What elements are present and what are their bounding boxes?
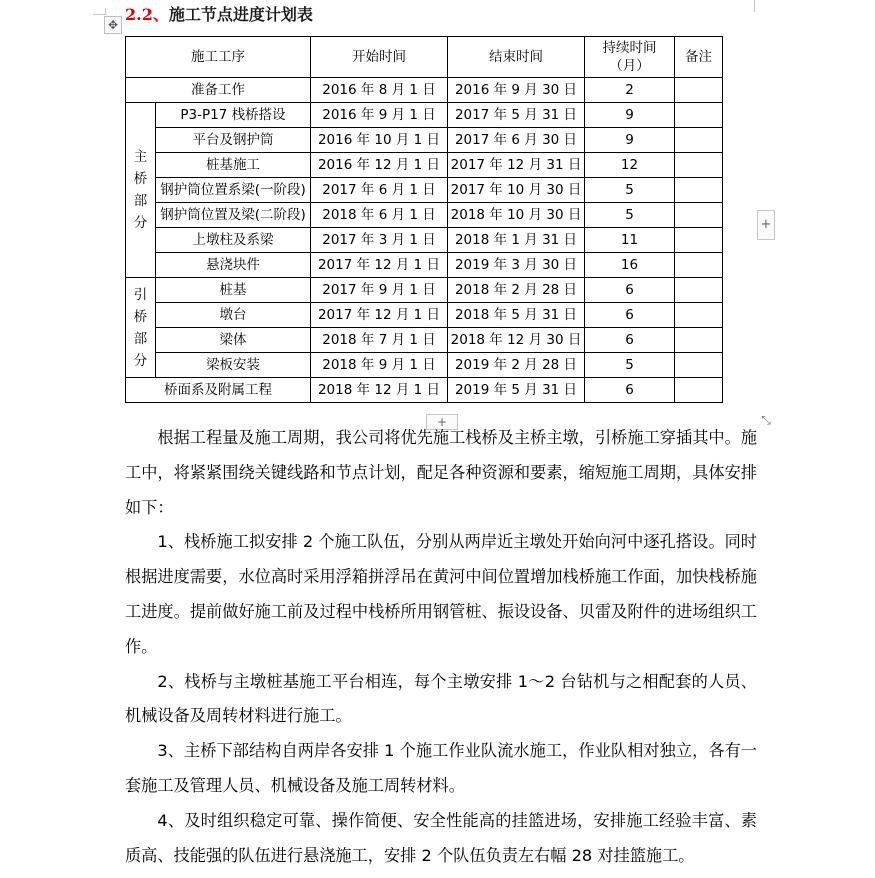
header-note: 备注 xyxy=(675,37,723,78)
cell-start: 2018 年 7 月 1 日 xyxy=(311,328,448,353)
cell-process: 上墩柱及系梁 xyxy=(156,228,311,253)
cell-start: 2017 年 12 月 1 日 xyxy=(311,253,448,278)
cell-duration: 6 xyxy=(585,303,675,328)
cell-duration: 6 xyxy=(585,328,675,353)
cell-end: 2018 年 1 月 31 日 xyxy=(448,228,585,253)
margin-corner-mark-right xyxy=(754,0,777,12)
cell-duration: 6 xyxy=(585,378,675,403)
cell-process: 钢护筒位置系梁(一阶段) xyxy=(156,178,311,203)
cell-duration: 5 xyxy=(585,353,675,378)
cell-duration: 9 xyxy=(585,128,675,153)
cell-end: 2018 年 2 月 28 日 xyxy=(448,278,585,303)
cell-start: 2017 年 12 月 1 日 xyxy=(311,303,448,328)
body-text xyxy=(125,421,757,873)
cell-process: 墩台 xyxy=(156,303,311,328)
paragraph-intro: 根据工程量及施工周期，我公司将优先施工栈桥及主桥主墩，引桥施工穿插其中。施工中，将紧紧围绕关键线路和节点计划，配足各种资源和要素，缩短施工周期，具体安排如下： xyxy=(125,428,757,517)
add-row-button[interactable]: + xyxy=(426,414,458,430)
cell-start: 2016 年 8 月 1 日 xyxy=(311,78,448,103)
table-row xyxy=(126,153,723,178)
cell-note xyxy=(675,103,723,128)
cell-note xyxy=(675,78,723,103)
cell-start: 2018 年 6 月 1 日 xyxy=(311,203,448,228)
table-row xyxy=(126,378,723,403)
cell-duration: 12 xyxy=(585,153,675,178)
header-duration xyxy=(585,37,675,78)
cell-process: 准备工作 xyxy=(126,78,311,103)
cell-note xyxy=(675,378,723,403)
cell-process: 桩基施工 xyxy=(156,153,311,178)
cell-process: 梁体 xyxy=(156,328,311,353)
header-process: 施工工序 xyxy=(126,37,311,78)
section-heading xyxy=(125,2,313,25)
group-approach-bridge xyxy=(126,278,156,378)
table-row xyxy=(126,178,723,203)
cell-note xyxy=(675,253,723,278)
cell-note xyxy=(675,353,723,378)
cell-duration: 2 xyxy=(585,78,675,103)
table-row xyxy=(126,203,723,228)
header-start: 开始时间 xyxy=(311,37,448,78)
cell-end: 2017 年 6 月 30 日 xyxy=(448,128,585,153)
cell-note xyxy=(675,178,723,203)
table-row xyxy=(126,103,723,128)
cell-end: 2017 年 10 月 30 日 xyxy=(448,178,585,203)
margin-corner-mark-left xyxy=(93,8,106,15)
table-row xyxy=(126,228,723,253)
cell-duration: 5 xyxy=(585,178,675,203)
paragraph-1: 1、栈桥施工拟安排 2 个施工队伍，分别从两岸近主墩处开始向河中逐孔搭设。同时根据进度需要，水位高时采用浮箱拼浮吊在黄河中间位置增加栈桥施工作面，加快栈桥施工进度。提前做好施工前及过程中栈桥所用钢管桩、振设设备、贝雷及附件的进场组织工作。 xyxy=(125,532,757,656)
table-resize-icon[interactable]: ⤡ xyxy=(761,413,771,427)
cell-end: 2018 年 10 月 30 日 xyxy=(448,203,585,228)
group-approach-label: 引桥部分 xyxy=(133,286,148,369)
paragraph-2: 2、栈桥与主墩桩基施工平台相连，每个主墩安排 1～2 台钻机与之相配套的人员、机械设备及周转材料进行施工。 xyxy=(125,671,757,726)
cell-note xyxy=(675,303,723,328)
section-number: 2.2、 xyxy=(125,5,169,24)
cell-start: 2016 年 9 月 1 日 xyxy=(311,103,448,128)
cell-end: 2017 年 12 月 31 日 xyxy=(448,153,585,178)
cell-start: 2018 年 9 月 1 日 xyxy=(311,353,448,378)
cell-process: 桩基 xyxy=(156,278,311,303)
add-column-button[interactable]: + xyxy=(757,210,775,240)
table-row xyxy=(126,253,723,278)
group-main-label: 主桥部分 xyxy=(133,149,148,231)
cell-end: 2016 年 9 月 30 日 xyxy=(448,78,585,103)
cell-end: 2019 年 5 月 31 日 xyxy=(448,378,585,403)
cell-start: 2017 年 6 月 1 日 xyxy=(311,178,448,203)
table-row xyxy=(126,128,723,153)
cell-start: 2018 年 12 月 1 日 xyxy=(311,378,448,403)
cell-start: 2017 年 9 月 1 日 xyxy=(311,278,448,303)
cell-note xyxy=(675,153,723,178)
cell-duration: 6 xyxy=(585,278,675,303)
table-row xyxy=(126,78,723,103)
cell-process: 平台及钢护筒 xyxy=(156,128,311,153)
table-row xyxy=(126,303,723,328)
table-move-handle-icon[interactable]: ✥ xyxy=(104,16,122,34)
cell-end: 2017 年 5 月 31 日 xyxy=(448,103,585,128)
cell-duration: 9 xyxy=(585,103,675,128)
cell-duration: 16 xyxy=(585,253,675,278)
cell-process: 悬浇块件 xyxy=(156,253,311,278)
table-row xyxy=(126,328,723,353)
header-row xyxy=(126,37,723,78)
cell-start: 2017 年 3 月 1 日 xyxy=(311,228,448,253)
cell-end: 2018 年 5 月 31 日 xyxy=(448,303,585,328)
paragraph-3: 3、主桥下部结构自两岸各安排 1 个施工作业队流水施工，作业队相对独立，各有一套施工及管理人员、机械设备及施工周转材料。 xyxy=(125,741,757,795)
cell-note xyxy=(675,328,723,353)
cell-duration: 5 xyxy=(585,203,675,228)
table-row xyxy=(126,353,723,378)
cell-process: 钢护筒位置及梁(二阶段) xyxy=(156,203,311,228)
cell-process: 桥面系及附属工程 xyxy=(126,378,311,403)
group-main-bridge xyxy=(126,103,156,278)
cell-process: P3-P17 栈桥搭设 xyxy=(156,103,311,128)
cell-note xyxy=(675,128,723,153)
paragraph-4: 4、及时组织稳定可靠、操作简便、安全性能高的挂篮进场，安排施工经验丰富、素质高、技能强的队伍进行悬浇施工，安排 2 个队伍负责左右幅 28 对挂篮施工。 xyxy=(125,810,757,865)
cell-process: 梁板安装 xyxy=(156,353,311,378)
cell-note xyxy=(675,228,723,253)
cell-note xyxy=(675,278,723,303)
cell-start: 2016 年 12 月 1 日 xyxy=(311,153,448,178)
section-title: 施工节点进度计划表 xyxy=(168,5,313,24)
cell-start: 2016 年 10 月 1 日 xyxy=(311,128,448,153)
cell-end: 2018 年 12 月 30 日 xyxy=(448,328,585,353)
cell-end: 2019 年 2 月 28 日 xyxy=(448,353,585,378)
cell-duration: 11 xyxy=(585,228,675,253)
header-end: 结束时间 xyxy=(448,37,585,78)
schedule-table[interactable] xyxy=(125,36,723,403)
cell-note xyxy=(675,203,723,228)
table-row xyxy=(126,278,723,303)
cell-end: 2019 年 3 月 30 日 xyxy=(448,253,585,278)
header-duration-text: 持续时间（月） xyxy=(602,40,657,74)
